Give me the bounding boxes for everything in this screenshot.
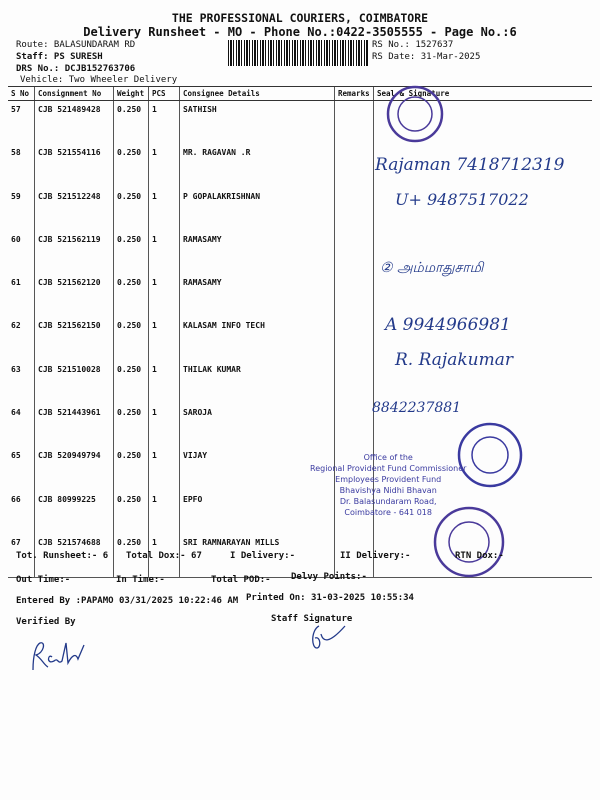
pcs: 1 xyxy=(149,317,180,360)
consignment-no: CJB 521443961 xyxy=(35,404,114,447)
out-time: Out Time:- xyxy=(16,575,71,585)
consignment-no-header: Consignment No xyxy=(35,87,114,101)
pcs: 1 xyxy=(149,404,180,447)
pcs: 1 xyxy=(149,534,180,578)
consignment-no: CJB 521562119 xyxy=(35,231,114,274)
signature-cell xyxy=(374,274,593,317)
consignment-no: CJB 520949794 xyxy=(35,447,114,490)
total-pod: Total POD:- xyxy=(211,575,271,585)
runsheet-subtitle: Delivery Runsheet - MO - Phone No.:0422-3505555 - Page No.:6 xyxy=(83,25,517,39)
remarks-cell xyxy=(335,101,374,145)
consignment-no: CJB 521562120 xyxy=(35,274,114,317)
pcs: 1 xyxy=(149,361,180,404)
weight: 0.250 xyxy=(114,491,149,534)
signature-61: ② அம்மாதுசாமி xyxy=(380,260,484,276)
in-time: In Time:- xyxy=(116,575,165,585)
consignment-no: CJB 521562150 xyxy=(35,317,114,360)
verifier-signature xyxy=(28,635,98,675)
remarks-header: Remarks xyxy=(335,87,374,101)
ii-delivery: II Delivery:- xyxy=(340,551,411,561)
remarks-cell xyxy=(335,361,374,404)
consignee-name: SRI RAMNARAYAN MILLS xyxy=(180,534,335,578)
seal-signature-header: Seal & Signature xyxy=(374,87,593,101)
consignee-name: SAROJA xyxy=(180,404,335,447)
stamp-line: Dr. Balasundaram Road, xyxy=(339,497,437,506)
serial-no: 61 xyxy=(11,278,21,288)
table-row xyxy=(8,231,592,274)
consignee-header: Consignee Details xyxy=(180,87,335,101)
consignee-name: MR. RAGAVAN .R xyxy=(180,144,335,187)
consignment-no: CJB 521510028 xyxy=(35,361,114,404)
serial-no: 62 xyxy=(11,321,21,331)
weight: 0.250 xyxy=(114,144,149,187)
route: Route: BALASUNDARAM RD xyxy=(16,40,136,50)
serial-no: 65 xyxy=(11,451,21,461)
pcs: 1 xyxy=(149,231,180,274)
signature-62: A 9944966981 xyxy=(385,315,511,335)
serial-no: 59 xyxy=(11,191,21,201)
serial-no: 60 xyxy=(11,234,21,244)
rtn-dox: RTN Dox:- xyxy=(455,551,504,561)
stamp-line: Employees Provident Fund xyxy=(335,475,442,484)
pcs: 1 xyxy=(149,101,180,145)
sno-header: S No xyxy=(8,87,35,101)
consignee-name: P GOPALAKRISHNAN xyxy=(180,188,335,231)
stamp-line: Office of the xyxy=(363,453,413,462)
consignee-name: KALASAM INFO TECH xyxy=(180,317,335,360)
weight: 0.250 xyxy=(114,534,149,578)
consignment-no: CJB 80999225 xyxy=(35,491,114,534)
rs-no: RS No.: 1527637 xyxy=(372,40,454,50)
signature-59: U+ 9487517022 xyxy=(395,190,529,209)
tot-runsheet: Tot. Runsheet:- 6 xyxy=(16,551,109,561)
company-title: THE PROFESSIONAL COURIERS, COIMBATORE xyxy=(171,11,429,25)
serial-no: 58 xyxy=(11,148,21,158)
rs-date: RS Date: 31-Mar-2025 xyxy=(372,52,481,62)
pcs: 1 xyxy=(149,144,180,187)
entered-by: Entered By :PAPAMO 03/31/2025 10:22:46 AM xyxy=(16,596,239,606)
barcode xyxy=(228,40,368,66)
signature-64: 8842237881 xyxy=(372,400,462,416)
weight: 0.250 xyxy=(114,101,149,145)
total-dox: Total Dox:- 67 xyxy=(126,551,202,561)
serial-no: 64 xyxy=(11,408,21,418)
consignment-no: CJB 521574688 xyxy=(35,534,114,578)
weight: 0.250 xyxy=(114,404,149,447)
pcs-header: PCS xyxy=(149,87,180,101)
consignee-name: RAMASAMY xyxy=(180,274,335,317)
consignee-name: VIJAY xyxy=(180,447,335,490)
consignee-name: SATHISH xyxy=(180,101,335,145)
verified-by: Verified By xyxy=(16,617,76,627)
weight: 0.250 xyxy=(114,188,149,231)
table-row xyxy=(8,274,592,317)
staff-signature: Staff Signature xyxy=(271,614,353,624)
weight-header: Weight xyxy=(114,87,149,101)
remarks-cell xyxy=(335,144,374,187)
i-delivery: I Delivery:- xyxy=(230,551,296,561)
stamp-line: Regional Provident Fund Commissioner xyxy=(310,464,467,473)
staff: Staff: PS SURESH xyxy=(16,52,103,62)
signature-63: R. Rajakumar xyxy=(395,350,513,370)
delvy-points: Delvy Points:- xyxy=(291,572,367,582)
vehicle: Vehicle: Two Wheeler Delivery xyxy=(20,75,178,85)
weight: 0.250 xyxy=(114,231,149,274)
epfo-stamp xyxy=(310,452,466,518)
company-seal-stamp xyxy=(385,84,445,144)
printed-on: Printed On: 31-03-2025 10:55:34 xyxy=(246,593,414,603)
signature-58: Rajaman 7418712319 xyxy=(375,155,565,175)
stamp-line: Bhavishya Nidhi Bhavan xyxy=(339,486,437,495)
remarks-cell xyxy=(335,188,374,231)
remarks-cell xyxy=(335,317,374,360)
pcs: 1 xyxy=(149,188,180,231)
drs-no: DRS No.: DCJB152763706 xyxy=(16,64,136,74)
consignee-name: RAMASAMY xyxy=(180,231,335,274)
remarks-cell xyxy=(335,274,374,317)
consignment-no: CJB 521512248 xyxy=(35,188,114,231)
consignee-name: EPFO xyxy=(180,491,335,534)
serial-no: 67 xyxy=(8,534,35,578)
pcs: 1 xyxy=(149,447,180,490)
remarks-cell xyxy=(335,231,374,274)
serial-no: 66 xyxy=(11,494,21,504)
serial-no: 63 xyxy=(11,364,21,374)
weight: 0.250 xyxy=(114,274,149,317)
weight: 0.250 xyxy=(114,317,149,360)
consignment-no: CJB 521489428 xyxy=(35,101,114,145)
pcs: 1 xyxy=(149,274,180,317)
stamp-line: Coimbatore - 641 018 xyxy=(344,508,432,517)
serial-no: 57 xyxy=(11,105,21,114)
weight: 0.250 xyxy=(114,447,149,490)
staff-signature-mark xyxy=(305,622,350,652)
table-row xyxy=(8,101,592,145)
weight: 0.250 xyxy=(114,361,149,404)
pcs: 1 xyxy=(149,491,180,534)
remarks-cell xyxy=(335,404,374,447)
consignee-name: THILAK KUMAR xyxy=(180,361,335,404)
consignment-no: CJB 521554116 xyxy=(35,144,114,187)
